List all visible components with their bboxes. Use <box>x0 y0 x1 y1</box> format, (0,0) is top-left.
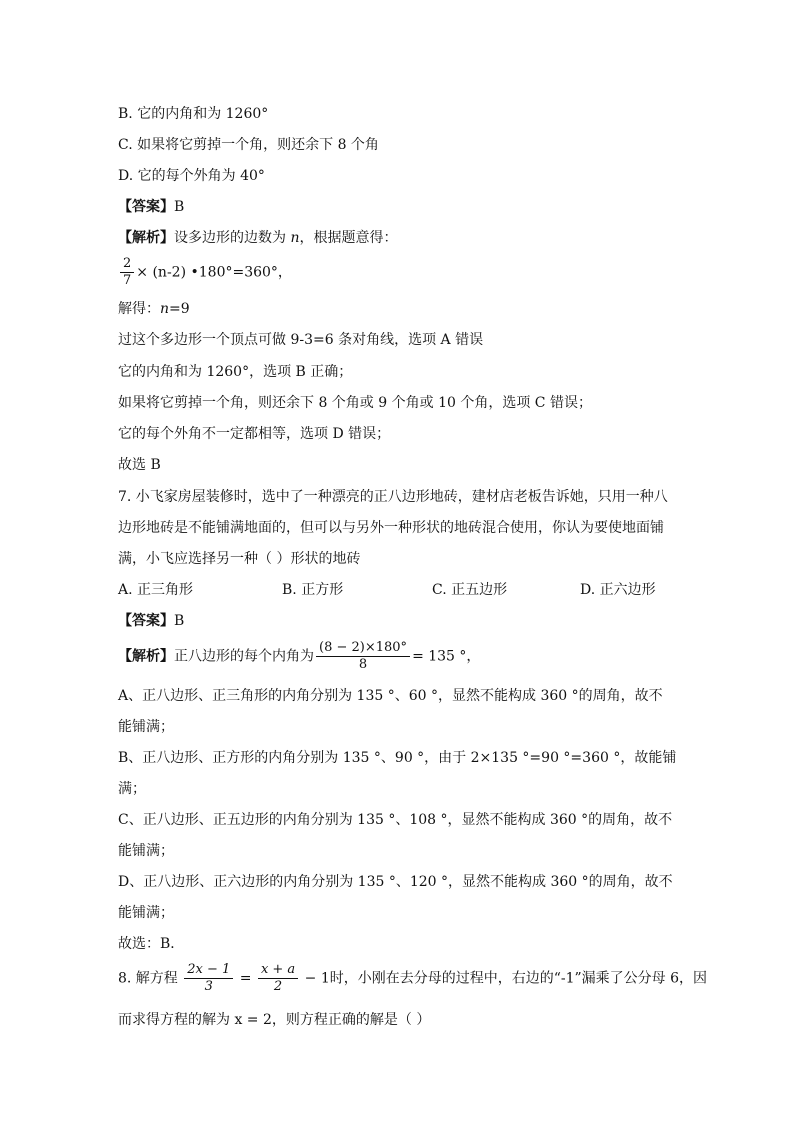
equation-line <box>118 256 292 289</box>
q7-option-d: D. 正六边形 <box>580 582 656 598</box>
text-line: 能铺满； <box>118 719 174 735</box>
answer-7 <box>118 612 184 630</box>
variable-n: n <box>160 301 170 317</box>
fraction-2-7: $\frac{2}{7}$ <box>120 256 134 289</box>
question-7-line: 满，小飞应选择另一种（ ）形状的地砖 <box>118 551 361 567</box>
variable-n: n <box>290 230 300 246</box>
fraction-right: $\frac{x + a}{2}$ <box>258 962 298 995</box>
text-line: 过这个多边形一个顶点可做 9-3=6 条对角线，选项 A 错误 <box>118 332 484 348</box>
text-line: C、正八边形、正五边形的内角分别为 135 °、108 °，显然不能构成 360 °的周角，故不 <box>118 812 673 828</box>
answer-value: B <box>174 199 185 215</box>
text-line: B、正八边形、正方形的内角分别为 135 °、90 °，由于 2×135 °=90 °=360 °，故能铺 <box>118 750 677 766</box>
answer-tag: 【答案】 <box>118 199 174 215</box>
explanation-tag: 【解析】 <box>118 230 174 246</box>
text-line: A、正八边形、正三角形的内角分别为 135 °、60 °，显然不能构成 360 °的周角，故不 <box>118 688 663 704</box>
q7-option-c: C. 正五边形 <box>432 582 508 598</box>
question-7-line: 7. 小飞家房屋装修时，选中了一种漂亮的正八边形地砖，建材店老板告诉她，只用一种八 <box>118 489 668 505</box>
explanation-text: 设多边形的边数为 <box>174 230 291 246</box>
text-line: 它的每个外角不一定都相等，选项 D 错误； <box>118 426 391 442</box>
solve-line <box>118 300 190 318</box>
explanation-tag: 【解析】 <box>118 648 174 665</box>
explanation-text: 正八边形的每个内角为 <box>174 648 314 665</box>
q7-option-a: A. 正三角形 <box>118 582 194 598</box>
text-line: 它的内角和为 1260°，选项 B 正确； <box>118 364 353 380</box>
question-8-line <box>118 962 707 995</box>
option-c: C. 如果将它剪掉一个角，则还余下 8 个角 <box>118 137 379 153</box>
text-line: 能铺满； <box>118 843 174 859</box>
equals-sign: = <box>235 970 256 987</box>
text-line: 满； <box>118 781 146 797</box>
option-d: D. 它的每个外角为 40° <box>118 168 265 184</box>
equation-rest: × (n-2) •180°=360°， <box>136 264 292 281</box>
text-line: D、正八边形、正六边形的内角分别为 135 °、120 °，显然不能构成 360 °的周角，故不 <box>118 874 673 890</box>
fraction-left: $\frac{2x - 1}{3}$ <box>184 962 233 995</box>
explanation-6 <box>118 229 397 247</box>
solve-label: 解得： <box>118 301 160 317</box>
text-line: 能铺满； <box>118 905 174 921</box>
explanation-text: ，根据题意得： <box>299 230 398 246</box>
question-number: 8. 解方程 <box>118 970 183 987</box>
text-line: 故选 B <box>118 457 161 473</box>
q7-option-b: B. 正方形 <box>282 582 344 598</box>
explanation-result: = 135 °， <box>412 648 481 665</box>
answer-6 <box>118 198 184 216</box>
text-line: 如果将它剪掉一个角，则还余下 8 个角或 9 个角或 10 个角，选项 C 错误； <box>118 395 592 411</box>
text-line: 故选：B． <box>118 936 185 952</box>
answer-tag: 【答案】 <box>118 613 174 629</box>
question-8-line: 而求得方程的解为 x = 2，则方程正确的解是（ ） <box>118 1012 431 1028</box>
explanation-7 <box>118 640 480 673</box>
answer-value: B <box>174 613 185 629</box>
fraction-interior-angle: $\frac{(8 - 2)\times 180^\circ}{8}$ <box>316 640 410 673</box>
option-b: B. 它的内角和为 1260° <box>118 106 269 122</box>
question-text: − 1时，小刚在去分母的过程中，右边的“-1”漏乘了公分母 6，因 <box>300 970 708 987</box>
solve-value: =9 <box>169 301 190 317</box>
question-7-line: 边形地砖是不能铺满地面的，但可以与另外一种形状的地砖混合使用，你认为要使地面铺 <box>118 520 664 536</box>
